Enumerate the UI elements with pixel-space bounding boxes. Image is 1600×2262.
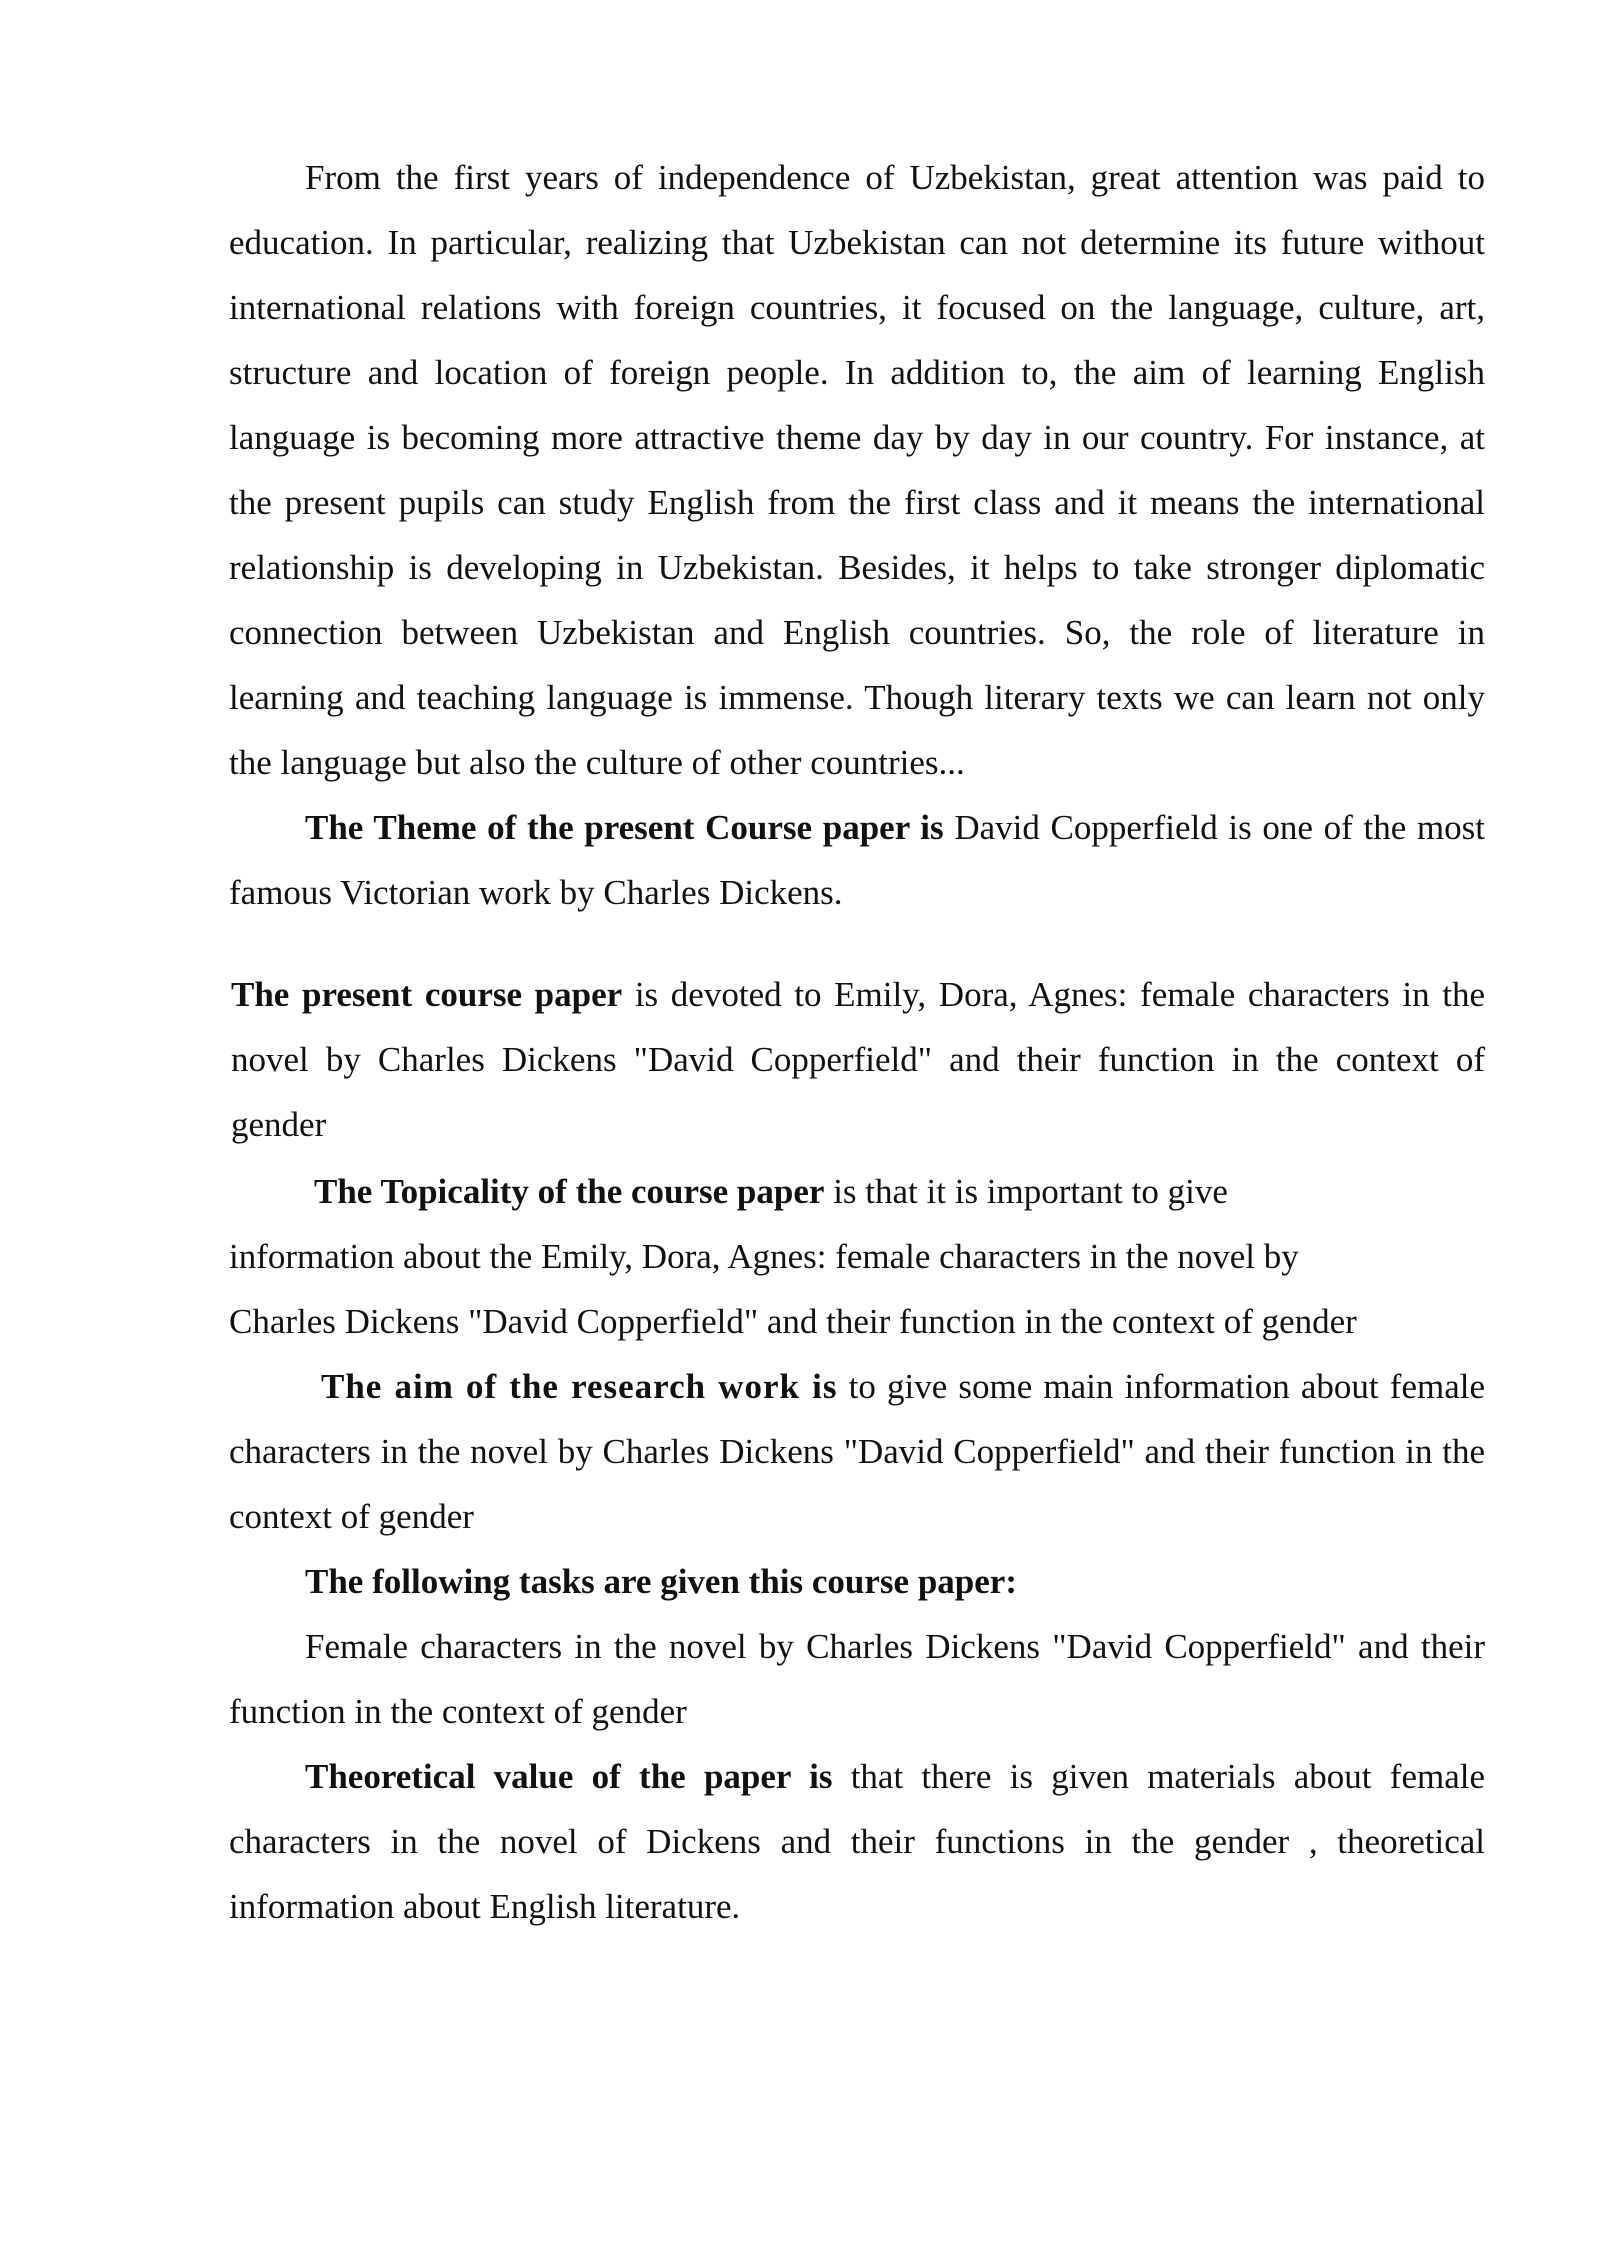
topicality-paragraph: [229, 1159, 1485, 1224]
devoted-label: The present course paper: [231, 975, 623, 1014]
topicality-cont-1: information about the Emily, Dora, Agnes: female characters in the novel by: [229, 1237, 1299, 1276]
devoted-paragraph: [229, 962, 1485, 1157]
intro-paragraph: [229, 145, 1485, 795]
topicality-continuation-1: [229, 1224, 1485, 1289]
tasks-text: Female characters in the novel by Charles Dickens "David Copperfield" and their function in the context of gender: [229, 1627, 1485, 1731]
theoretical-label: Theoretical value of the paper is: [305, 1757, 833, 1796]
devoted-text: is devoted to Emily, Dora, Agnes: female characters in the novel by Charles Dickens "David Copperfield" and their function in the context of gender: [231, 975, 1486, 1144]
tasks-label: The following tasks are given this course paper:: [305, 1562, 1017, 1601]
topicality-text: is that it is important to give: [824, 1172, 1228, 1211]
aim-text: to give some main information about female characters in the novel by Charles Dickens "David Copperfield" and their function in the context of gender: [229, 1367, 1485, 1536]
topicality-cont-2: Charles Dickens "David Copperfield" and their function in the context of gender: [229, 1302, 1357, 1341]
theme-text: David Copperfield is one of the most famous Victorian work by Charles Dickens.: [229, 808, 1485, 912]
document-page: [229, 145, 1485, 1939]
theoretical-text: that there is given materials about female characters in the novel of Dickens and their functions in the gender , theoretical information about English literature.: [229, 1757, 1485, 1926]
tasks-heading-paragraph: [229, 1549, 1485, 1614]
theoretical-paragraph: [229, 1744, 1485, 1939]
theme-label: The Theme of the present Course paper is: [305, 808, 944, 847]
topicality-continuation-2: [229, 1289, 1485, 1354]
aim-label: The aim of the research work is: [321, 1367, 838, 1406]
tasks-paragraph: [229, 1614, 1485, 1744]
topicality-label: The Topicality of the course paper: [314, 1172, 825, 1211]
aim-paragraph: [229, 1354, 1485, 1549]
theme-paragraph: [229, 795, 1485, 925]
intro-text: From the first years of independence of Uzbekistan, great attention was paid to education. In particular, realizing that Uzbekistan can not determine its future without international relations with foreign countries, it focused on the language, culture, art, structure and location of foreign people. In addition to, the aim of learning English language is becoming more attractive theme day by day in our country. For instance, at the present pupils can study English from the first class and it means the international relationship is developing in Uzbekistan. Besides, it helps to take stronger diplomatic connection between Uzbekistan and English countries. So, the role of literature in learning and teaching language is immense. Though literary texts we can learn not only the language but also the culture of other countries...: [229, 158, 1485, 782]
